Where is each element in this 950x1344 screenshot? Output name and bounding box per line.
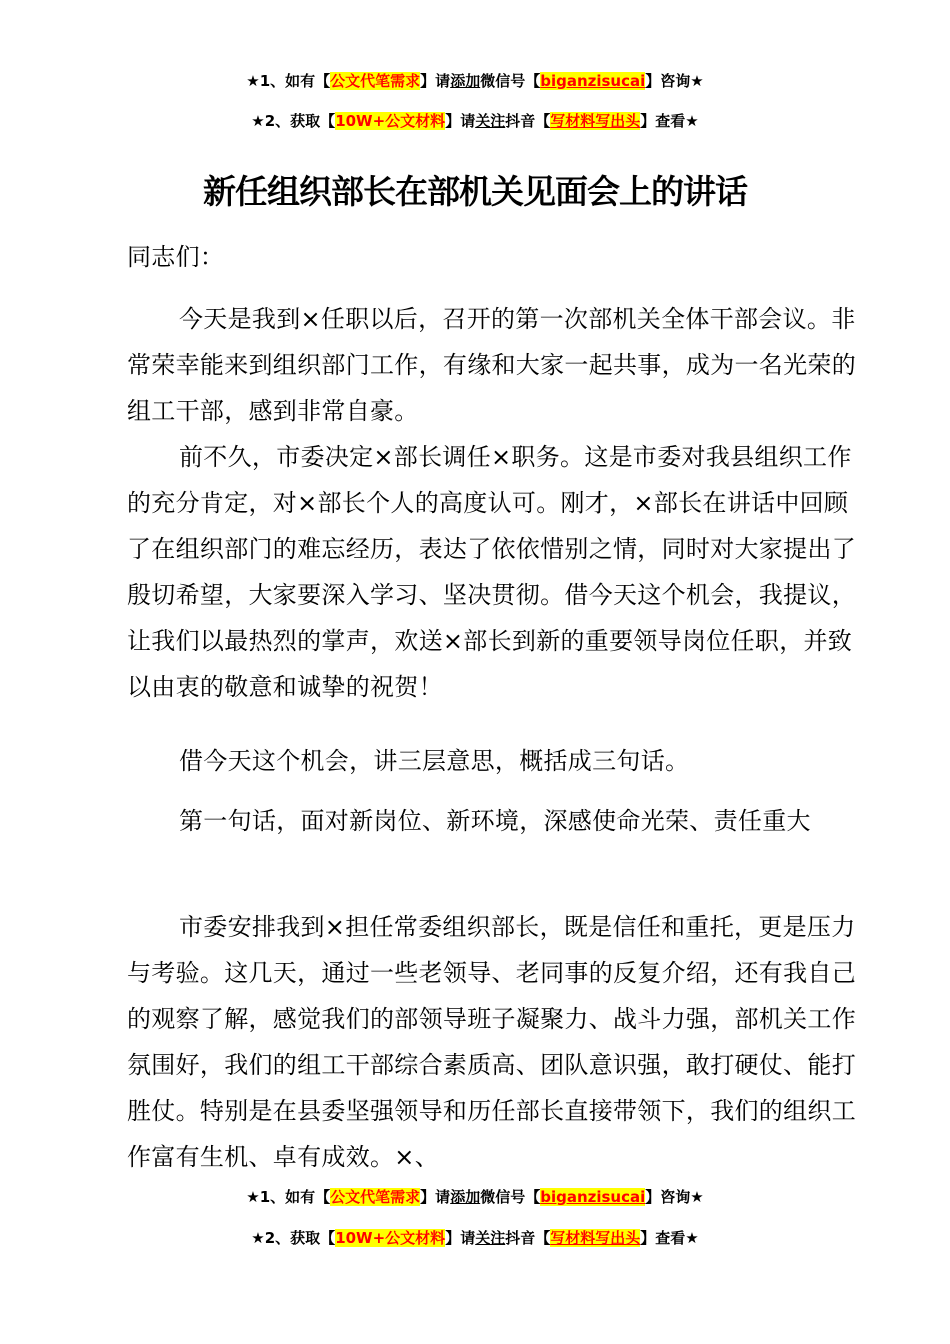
promo-text: 】查看★ (640, 1229, 699, 1247)
promo-text: 】请 (445, 112, 476, 130)
promo-text: ★2、获取【 (251, 112, 336, 130)
promo-emphasis: 添加 (450, 1188, 481, 1206)
promo-text: 抖音【 (505, 112, 551, 130)
footer-promo-line-2 (0, 1227, 950, 1249)
promo-text: ★1、如有【 (246, 72, 331, 90)
salutation (127, 234, 857, 280)
footer-promo-line-1 (0, 1186, 950, 1208)
promo-text: 抖音【 (505, 1229, 551, 1247)
promo-text: 】请 (420, 1188, 451, 1206)
paragraph-text: 前不久，市委决定×部长调任×职务。这是市委对我县组织工作的充分肯定，对×部长个人的高度认可。刚才，×部长在讲话中回顾了在组织部门的难忘经历，表达了依依惜别之情，同时对大家提出了殷切希望，大家要深入学习、坚决贯彻。借今天这个机会，我提议，让我们以最热烈的掌声，欢送×部长到新的重要领导岗位任职，并致以由衷的敬意和诚挚的祝贺！ (127, 443, 856, 701)
promo-wechat-id: biganzisucai (540, 72, 646, 90)
promo-highlight: 10W+公文材料 (335, 1229, 446, 1247)
salutation-text: 同志们： (127, 243, 225, 271)
document-title: 新任组织部长在部机关见面会上的讲话 (203, 172, 747, 211)
paragraph-4 (127, 904, 857, 1180)
promo-highlight: 公文代笔需求 (330, 1188, 421, 1206)
promo-douyin-id: 写材料写出头 (550, 112, 641, 130)
promo-text: ★1、如有【 (246, 1188, 331, 1206)
paragraph-text: 市委安排我到×担任常委组织部长，既是信任和重托，更是压力与考验。这几天，通过一些老领导、老同事的反复介绍，还有我自己的观察了解，感觉我们的部领导班子凝聚力、战斗力强，部机关工作氛围好，我们的组工干部综合素质高、团队意识强，敢打硬仗、能打胜仗。特别是在县委坚强领导和历任部长直接带领下，我们的组织工作富有生机、卓有成效。×、 (127, 913, 856, 1171)
header-promo-line-1 (0, 70, 950, 92)
promo-highlight: 公文代笔需求 (330, 72, 421, 90)
promo-text: 】咨询★ (645, 1188, 704, 1206)
promo-douyin-id: 写材料写出头 (550, 1229, 641, 1247)
paragraph-2 (127, 434, 857, 710)
promo-text: 】查看★ (640, 112, 699, 130)
promo-text: 】请 (445, 1229, 476, 1247)
promo-text: 】咨询★ (645, 72, 704, 90)
promo-emphasis: 关注 (475, 112, 506, 130)
promo-emphasis: 关注 (475, 1229, 506, 1247)
paragraph-3 (127, 738, 857, 784)
header-promo-line-2 (0, 110, 950, 132)
section-heading-text: 第一句话，面对新岗位、新环境，深感使命光荣、责任重大 (179, 807, 811, 835)
promo-highlight: 10W+公文材料 (335, 112, 446, 130)
paragraph-1 (127, 296, 857, 434)
promo-text: 微信号【 (480, 72, 541, 90)
section-heading-1 (127, 798, 857, 844)
promo-text: ★2、获取【 (251, 1229, 336, 1247)
paragraph-text: 借今天这个机会，讲三层意思，概括成三句话。 (179, 747, 690, 775)
promo-text: 微信号【 (480, 1188, 541, 1206)
promo-emphasis: 添加 (450, 72, 481, 90)
promo-wechat-id: biganzisucai (540, 1188, 646, 1206)
paragraph-text: 今天是我到×任职以后，召开的第一次部机关全体干部会议。非常荣幸能来到组织部门工作，有缘和大家一起共事，成为一名光荣的组工干部，感到非常自豪。 (127, 305, 856, 425)
promo-text: 】请 (420, 72, 451, 90)
